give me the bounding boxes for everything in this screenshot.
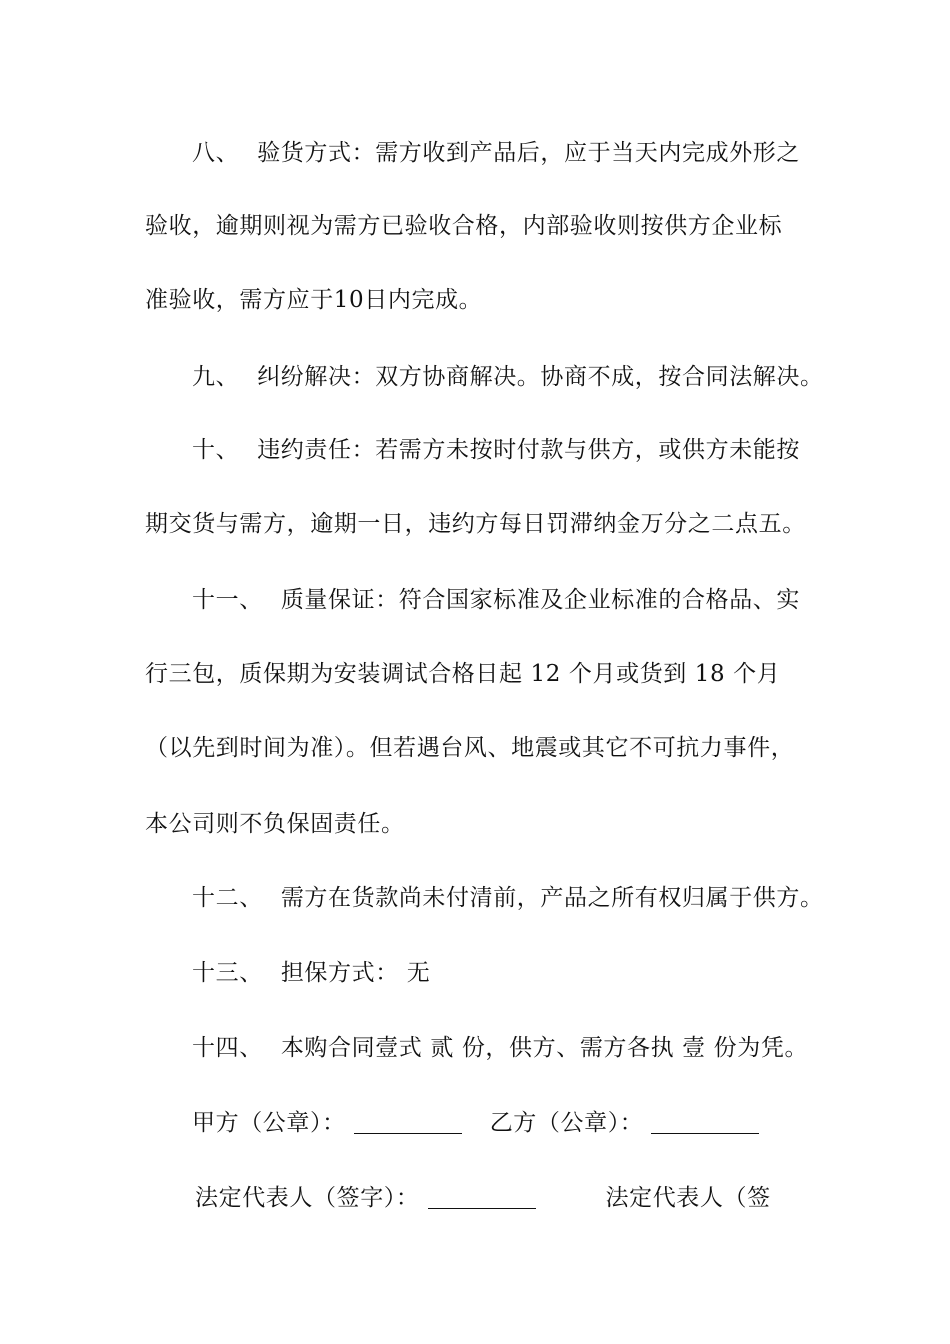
clause-8-line-1 — [192, 135, 872, 171]
clause-text: 本购合同壹式 贰 份，供方、需方各执 壹 份为凭。 — [280, 1035, 809, 1061]
clause-text: 担保方式： 无 — [280, 960, 431, 986]
clause-text: 违约责任：若需方未按时付款与供方，或供方未能按 — [257, 437, 801, 463]
clause-text: 纠纷解决：双方协商解决。协商不成，按合同法解决。 — [257, 364, 824, 390]
clause-text: 验收，逾期则视为需方已验收合格，内部验收则按供方企业标 — [145, 213, 783, 239]
clause-number: 十、 — [192, 437, 240, 463]
clause-8-line-3 — [145, 282, 825, 318]
signature-row-seal — [192, 1105, 872, 1141]
clause-number: 九、 — [192, 364, 240, 390]
clause-text: 质量保证：符合国家标准及企业标准的合格品、实 — [280, 587, 801, 613]
party-a-rep-blank[interactable] — [428, 1207, 536, 1209]
clause-text: 准验收，需方应于10日内完成。 — [145, 287, 483, 313]
party-b-rep-label: 法定代表人（签 — [605, 1185, 771, 1211]
party-a-seal-blank[interactable] — [354, 1132, 462, 1134]
clause-number: 十三、 — [192, 960, 263, 986]
clause-number: 八、 — [192, 140, 240, 166]
clause-text: （以先到时间为准）。但若遇台风、地震或其它不可抗力事件， — [145, 735, 795, 761]
clause-10-line-2 — [145, 506, 825, 542]
clause-13-line-1 — [192, 955, 872, 991]
clause-11-line-1 — [192, 582, 872, 618]
clause-14-line-1 — [192, 1030, 872, 1066]
party-b-seal-label: 乙方（公章）： — [489, 1110, 644, 1136]
clause-number: 十四、 — [192, 1035, 263, 1061]
clause-12-line-1 — [192, 880, 872, 916]
clause-number: 十一、 — [192, 587, 263, 613]
clause-text: 行三包，质保期为安装调试合格日起 12 个月或货到 18 个月 — [145, 661, 781, 687]
party-a-rep-label: 法定代表人（签字）： — [195, 1185, 420, 1211]
clause-11-line-4 — [145, 806, 825, 842]
clause-8-line-2 — [145, 208, 825, 244]
clause-11-line-3 — [145, 730, 825, 766]
clause-text: 期交货与需方，逾期一日，违约方每日罚滞纳金万分之二点五。 — [145, 511, 806, 537]
party-a-seal-label: 甲方（公章）： — [192, 1110, 346, 1136]
clause-text: 本公司则不负保固责任。 — [145, 811, 405, 837]
clause-number: 十二、 — [192, 885, 263, 911]
clause-9-line-1 — [192, 359, 872, 395]
clause-text: 需方在货款尚未付清前，产品之所有权归属于供方。 — [280, 885, 824, 911]
signature-row-representative — [195, 1180, 875, 1216]
clause-text: 验货方式：需方收到产品后，应于当天内完成外形之 — [257, 140, 801, 166]
clause-11-line-2 — [145, 656, 825, 692]
party-b-seal-blank[interactable] — [651, 1132, 759, 1134]
clause-10-line-1 — [192, 432, 872, 468]
